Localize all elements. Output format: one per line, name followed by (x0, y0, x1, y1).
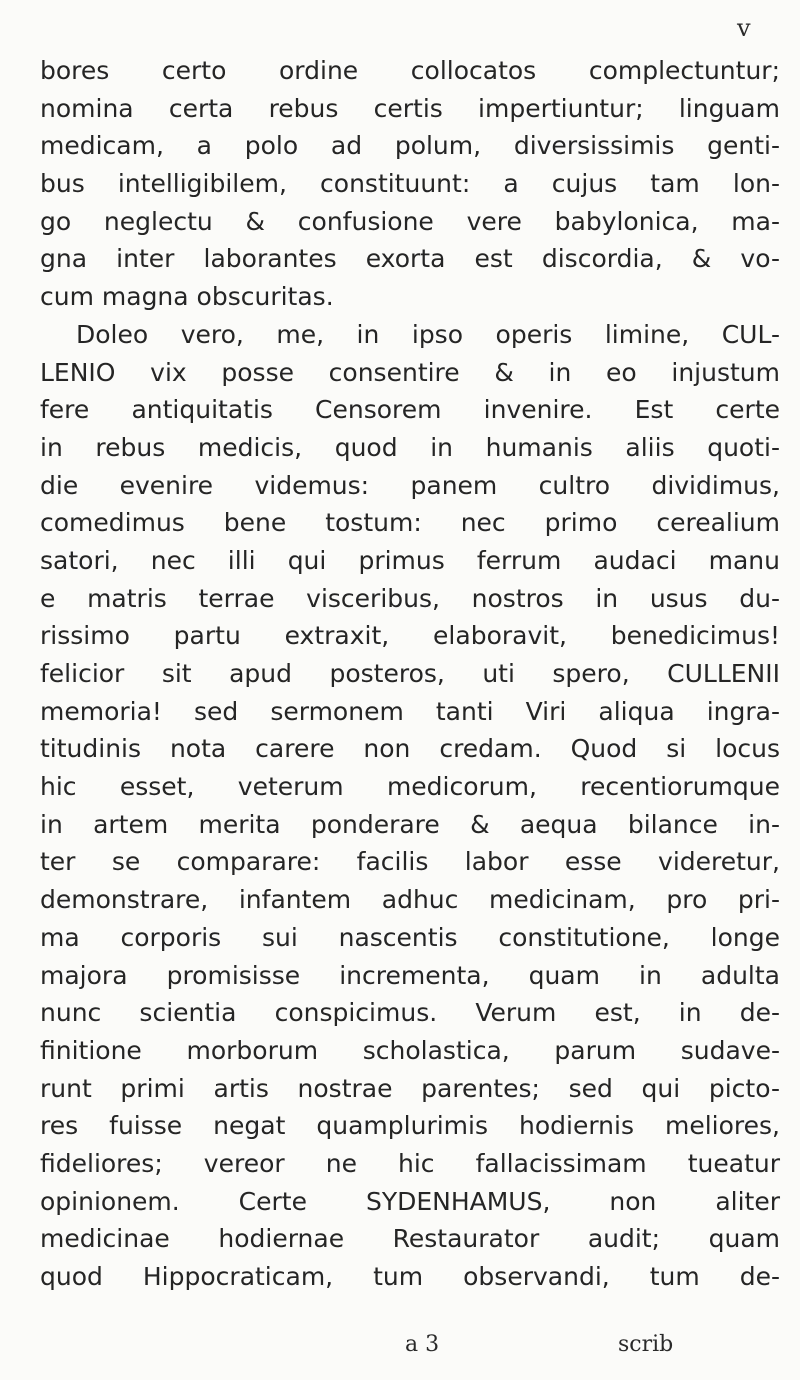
text-line: memoria! sed sermonem tanti Viri aliqua ingra- (40, 696, 780, 726)
text-line: die evenire videmus: panem cultro dividimus, (40, 470, 780, 500)
text-line: majora promisisse incrementa, quam in adulta (40, 960, 780, 990)
text-line: cum magna obscuritas. (40, 282, 334, 312)
text-line: bores certo ordine collocatos complectuntur; (40, 56, 780, 85)
text-line: ter se comparare: facilis labor esse videretur, (40, 847, 780, 877)
text-line: Doleo vero, me, in ipso operis limine, CUL- (76, 319, 780, 349)
text-line: in artem merita ponderare & aequa bilance in- (40, 809, 780, 839)
page-footer (0, 1332, 800, 1372)
text-line: in rebus medicis, quod in humanis aliis quoti- (40, 432, 780, 462)
signature-mark: a 3 (405, 1332, 440, 1357)
text-line: bus intelligibilem, constituunt: a cujus tam lon- (40, 169, 780, 199)
text-line: felicior sit apud posteros, uti spero, CULLENII (40, 659, 780, 688)
text-line: ma corporis sui nascentis constitutione, longe (40, 922, 780, 952)
text-line: res fuisse negat quamplurimis hodiernis meliores, (40, 1111, 780, 1141)
text-line: demonstrare, infantem adhuc medicinam, pro pri- (40, 885, 780, 915)
text-line: fere antiquitatis Censorem invenire. Est certe (40, 395, 780, 425)
text-line: e matris terrae visceribus, nostros in usus du- (40, 583, 780, 613)
text-line: titudinis nota carere non credam. Quod si locus (40, 734, 780, 764)
text-line: satori, nec illi qui primus ferrum audaci manu (40, 545, 780, 575)
text-line: rissimo partu extraxit, elaboravit, benedicimus! (40, 621, 780, 651)
text-line: hic esset, veterum medicorum, recentiorumque (40, 772, 780, 802)
text-line: LENIO vix posse consentire & in eo injustum (40, 357, 780, 387)
text-line: medicinae hodiernae Restaurator audit; quam (40, 1224, 780, 1254)
text-line: gna inter laborantes exorta est discordia, & vo- (40, 244, 780, 274)
text-line: comedimus bene tostum: nec primo cerealium (40, 508, 780, 538)
catchword: scrib (618, 1332, 674, 1357)
text-line: medicam, a polo ad polum, diversissimis genti- (40, 131, 780, 161)
text-line: nunc scientia conspicimus. Verum est, in de- (40, 998, 780, 1028)
text-line: nomina certa rebus certis impertiuntur; linguam (40, 93, 780, 123)
text-line: runt primi artis nostrae parentes; sed qui picto- (40, 1073, 780, 1103)
text-line: fideliores; vereor ne hic fallacissimam tueatur (40, 1148, 780, 1178)
text-line: go neglectu & confusione vere babylonica, ma- (40, 206, 780, 236)
text-line: quod Hippocraticam, tum observandi, tum de- (40, 1262, 780, 1291)
body-text (40, 52, 780, 1296)
text-line: opinionem. Certe SYDENHAMUS, non aliter (40, 1186, 780, 1216)
text-line: finitione morborum scholastica, parum sudave- (40, 1035, 780, 1065)
page-number: v (737, 14, 751, 42)
